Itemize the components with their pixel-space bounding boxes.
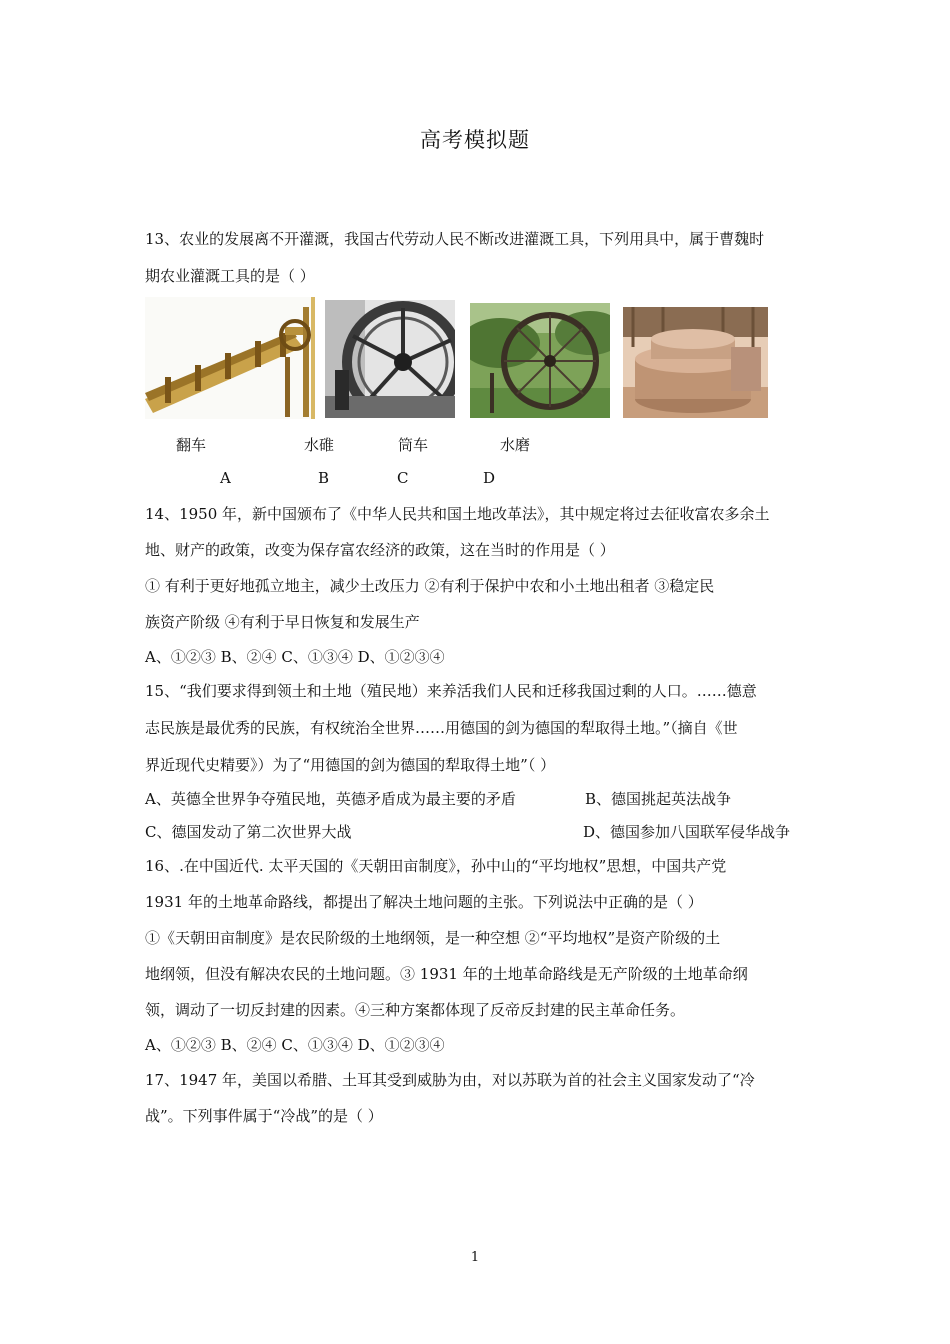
q16-stem-line1: 16、.在中国近代. 太平天国的《天朝田亩制度》，孙中山的“平均地权”思想，中国共产党 xyxy=(145,857,727,875)
q15-stem-line2: 志民族是最优秀的民族，有权统治全世界……用德国的剑为德国的犁取得土地。”（摘自《世 xyxy=(145,719,738,737)
option-c-letter: C xyxy=(397,469,409,487)
image-b-caption: 水碓 xyxy=(304,436,335,454)
option-d-letter: D xyxy=(483,469,496,487)
q14-statement-line1: ① 有利于更好地孤立地主，减少土改压力 ②有利于保护中农和小土地出租者 ③稳定民 xyxy=(145,577,715,595)
q14-stem-line2: 地、财产的政策，改变为保存富农经济的政策，这在当时的作用是（ ） xyxy=(145,541,615,559)
q16-options: A、①②③ B、②④ C、①③④ D、①②③④ xyxy=(145,1036,445,1054)
q16-statement-line2: 地纲领，但没有解决农民的土地问题。③ 1931 年的土地革命路线是无产阶级的土地革命纲 xyxy=(145,965,748,983)
q17-stem-line2: 战”。下列事件属于“冷战”的是（ ） xyxy=(145,1107,383,1125)
chain-pump-photo xyxy=(145,297,315,419)
q16-stem-line2: 1931 年的土地革命路线，都提出了解决土地问题的主张。下列说法中正确的是（ ） xyxy=(145,893,703,911)
noria-wheel-photo xyxy=(470,303,610,418)
q13-stem-line1: 13、农业的发展离不开灌溉，我国古代劳动人民不断改进灌溉工具，下列用具中，属于曹魏时 xyxy=(145,230,765,248)
q14-statement-line2: 族资产阶级 ④有利于早日恢复和发展生产 xyxy=(145,613,420,631)
q15-option-b: B、德国挑起英法战争 xyxy=(585,790,732,808)
water-hammer-wheel-photo xyxy=(325,300,455,418)
image-a-caption: 翻车 xyxy=(176,436,207,454)
q15-stem-line1: 15、“我们要求得到领土和土地（殖民地）来养活我们人民和迁移我国过剩的人口。……德意 xyxy=(145,682,757,700)
image-c-caption: 筒车 xyxy=(398,436,429,454)
q15-option-a: A、英德全世界争夺殖民地，英德矛盾成为最主要的矛盾 xyxy=(145,790,516,808)
page-title: 高考模拟题 xyxy=(420,128,530,152)
option-a-letter: A xyxy=(220,469,231,487)
millstone-photo xyxy=(623,307,768,418)
image-d-caption: 水磨 xyxy=(500,436,531,454)
q16-statement-line1: ①《天朝田亩制度》是农民阶级的土地纲领，是一种空想 ②“平均地权”是资产阶级的土 xyxy=(145,929,721,947)
q14-options: A、①②③ B、②④ C、①③④ D、①②③④ xyxy=(145,648,445,666)
q15-option-d: D、德国参加八国联军侵华战争 xyxy=(583,823,791,841)
page-number: 1 xyxy=(470,1250,480,1265)
q14-stem-line1: 14、1950 年，新中国颁布了《中华人民共和国土地改革法》，其中规定将过去征收富农多余土 xyxy=(145,505,770,523)
q15-option-c: C、德国发动了第二次世界大战 xyxy=(145,823,352,841)
q17-stem-line1: 17、1947 年，美国以希腊、土耳其受到威胁为由，对以苏联为首的社会主义国家发动了“冷 xyxy=(145,1071,755,1089)
q13-stem-line2: 期农业灌溉工具的是（ ） xyxy=(145,267,315,285)
option-b-letter: B xyxy=(318,469,330,487)
q15-stem-line3: 界近现代史精要》）为了“用德国的剑为德国的犁取得土地”（ ） xyxy=(145,756,556,774)
q16-statement-line3: 领，调动了一切反封建的因素。④三种方案都体现了反帝反封建的民主革命任务。 xyxy=(145,1001,686,1019)
